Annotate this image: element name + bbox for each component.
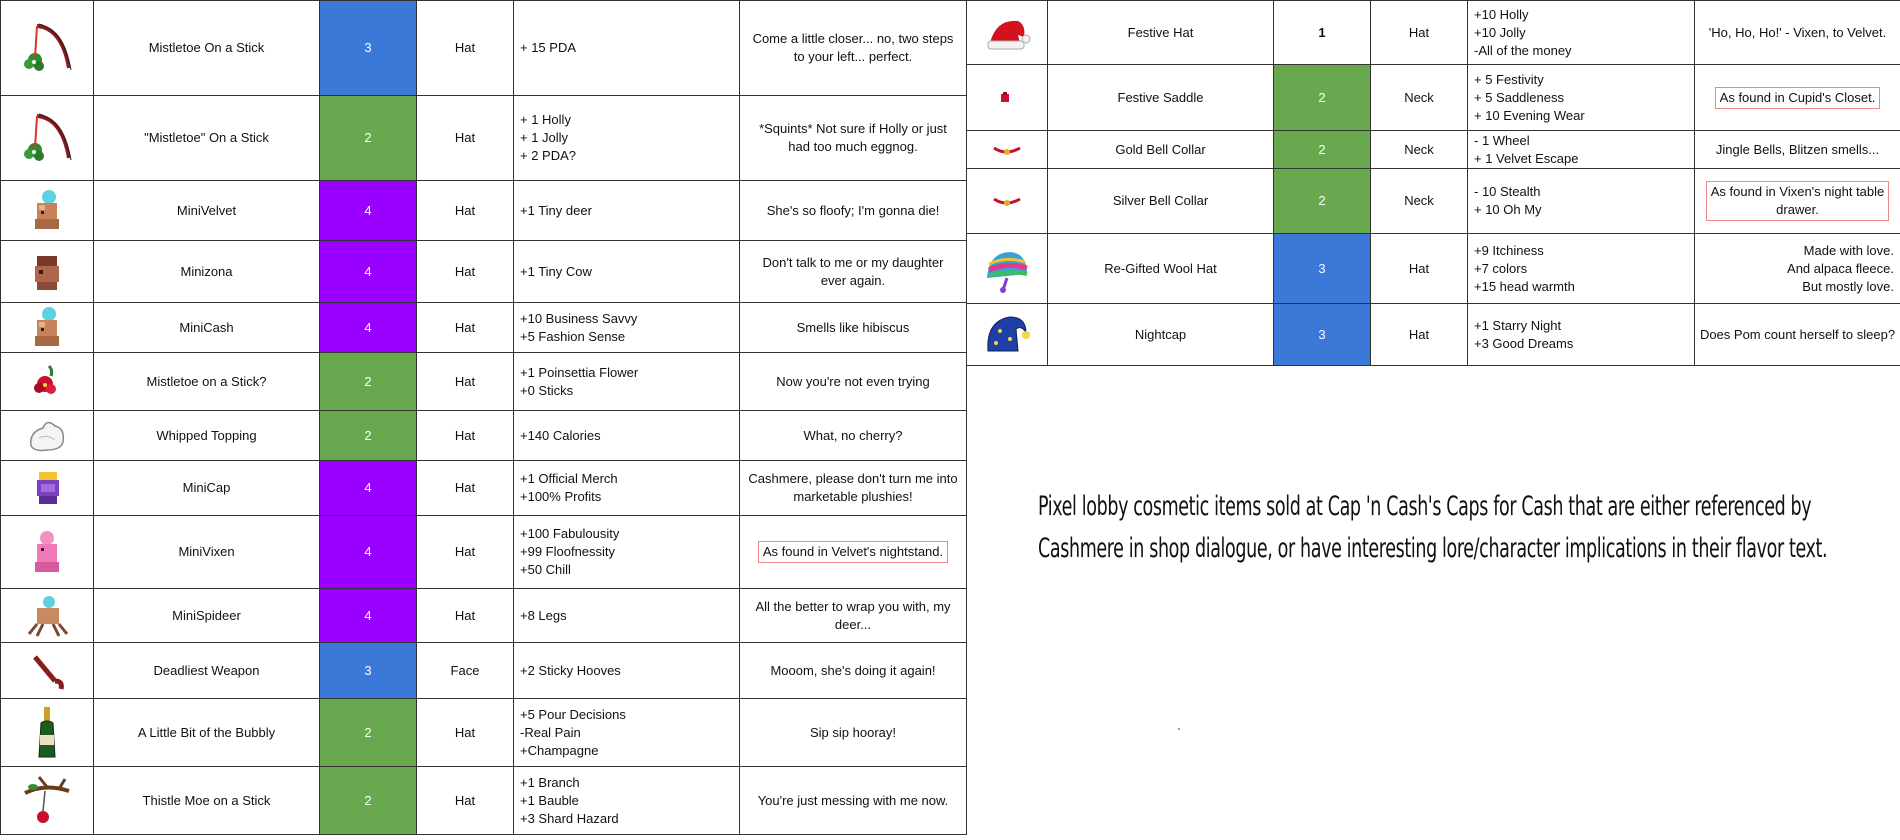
table-row xyxy=(1,699,967,767)
item-name: MiniVelvet xyxy=(94,181,320,241)
item-icon-cell xyxy=(1,643,94,699)
item-rarity: 3 xyxy=(1274,234,1371,304)
item-icon-cell xyxy=(967,304,1048,366)
item-flavor-cell xyxy=(740,589,967,643)
item-stats: +1 Tiny Cow xyxy=(514,241,740,303)
item-flavor-cell xyxy=(740,643,967,699)
item-icon-cell xyxy=(967,131,1048,169)
item-name: Festive Saddle xyxy=(1048,65,1274,131)
table-row xyxy=(967,234,1900,304)
item-slot: Hat xyxy=(417,699,514,767)
item-flavor-text: Now you're not even trying xyxy=(776,373,930,389)
mini-deer-icon xyxy=(27,202,67,217)
item-rarity: 4 xyxy=(320,241,417,303)
mini-cap-icon xyxy=(29,479,65,494)
saddle-icon xyxy=(995,89,1019,104)
table-row xyxy=(1,767,967,835)
item-slot: Hat xyxy=(417,1,514,96)
item-name: MiniCap xyxy=(94,461,320,516)
wool-hat-icon xyxy=(981,260,1033,275)
caption-text: Pixel lobby cosmetic items sold at Cap 'n Cash's Caps for Cash that are either referenced by Cashmere in shop dialogue, or have interesting lore/character implications in their flavor text. xyxy=(1038,491,1828,564)
table-row xyxy=(1,303,967,353)
bell-collar-icon xyxy=(990,141,1024,156)
item-flavor-text: All the better to wrap you with, my deer... xyxy=(755,598,951,632)
item-flavor-cell xyxy=(740,241,967,303)
item-rarity: 3 xyxy=(320,643,417,699)
item-flavor-text: As found in Velvet's nightstand. xyxy=(758,541,948,563)
item-stats: +2 Sticky Hooves xyxy=(514,643,740,699)
item-icon-cell xyxy=(1,181,94,241)
item-icon-cell xyxy=(1,241,94,303)
item-icon-cell xyxy=(1,303,94,353)
item-name: MiniCash xyxy=(94,303,320,353)
item-flavor-cell xyxy=(1695,1,1900,65)
mini-spider-icon xyxy=(25,607,69,622)
table-row xyxy=(967,131,1900,169)
item-stats: +1 Official Merch +100% Profits xyxy=(514,461,740,516)
item-icon-cell xyxy=(1,461,94,516)
item-flavor-cell xyxy=(740,181,967,241)
item-stats: - 1 Wheel + 1 Velvet Escape xyxy=(1468,131,1695,169)
mistletoe-stick-icon xyxy=(17,129,77,144)
item-rarity: 2 xyxy=(320,411,417,461)
mini-cow-icon xyxy=(27,263,67,278)
item-rarity: 4 xyxy=(320,516,417,589)
table-row xyxy=(967,304,1900,366)
table-row xyxy=(1,241,967,303)
table-row xyxy=(1,516,967,589)
item-slot: Neck xyxy=(1371,131,1468,169)
item-icon-cell xyxy=(1,411,94,461)
item-slot: Hat xyxy=(417,411,514,461)
candy-weapon-icon xyxy=(27,662,67,677)
item-flavor-text: 'Ho, Ho, Ho!' - Vixen, to Velvet. xyxy=(1708,24,1887,40)
item-icon-cell xyxy=(1,589,94,643)
poinsettia-icon xyxy=(27,373,67,388)
item-stats: +1 Branch +1 Bauble +3 Shard Hazard xyxy=(514,767,740,835)
item-flavor-cell xyxy=(1695,304,1900,366)
item-rarity: 3 xyxy=(1274,304,1371,366)
item-flavor-text: Sip sip hooray! xyxy=(810,724,896,740)
item-stats: +10 Business Savvy +5 Fashion Sense xyxy=(514,303,740,353)
table-row xyxy=(1,353,967,411)
item-slot: Hat xyxy=(417,461,514,516)
item-flavor-cell xyxy=(740,461,967,516)
item-flavor-cell xyxy=(740,303,967,353)
item-name: "Mistletoe" On a Stick xyxy=(94,96,320,181)
item-rarity: 4 xyxy=(320,181,417,241)
item-stats: +100 Fabulousity +99 Floofnessity +50 Chill xyxy=(514,516,740,589)
item-flavor-text: Does Pom count herself to sleep? xyxy=(1699,326,1896,342)
item-name: Nightcap xyxy=(1048,304,1274,366)
table-row xyxy=(1,181,967,241)
item-slot: Hat xyxy=(417,303,514,353)
item-rarity: 2 xyxy=(1274,131,1371,169)
item-rarity: 2 xyxy=(320,767,417,835)
whipped-topping-icon xyxy=(25,427,69,442)
item-rarity: 1 xyxy=(1274,1,1371,65)
table-row xyxy=(1,1,967,96)
item-stats: +9 Itchiness +7 colors +15 head warmth xyxy=(1468,234,1695,304)
table-row xyxy=(1,96,967,181)
champagne-bottle-icon xyxy=(33,724,61,739)
item-stats: +1 Tiny deer xyxy=(514,181,740,241)
thistle-branch-icon xyxy=(19,792,75,807)
item-rarity: 4 xyxy=(320,303,417,353)
nightcap-icon xyxy=(982,326,1032,341)
item-slot: Hat xyxy=(417,96,514,181)
item-name: Silver Bell Collar xyxy=(1048,169,1274,234)
item-flavor-text: Mooom, she's doing it again! xyxy=(770,662,936,678)
item-stats: - 10 Stealth + 10 Oh My xyxy=(1468,169,1695,234)
table-row xyxy=(1,589,967,643)
table-row xyxy=(1,461,967,516)
item-rarity: 3 xyxy=(320,1,417,96)
item-stats: +8 Legs xyxy=(514,589,740,643)
table-row xyxy=(967,65,1900,131)
bell-collar-icon xyxy=(990,192,1024,207)
item-stats: +10 Holly +10 Jolly -All of the money xyxy=(1468,1,1695,65)
item-slot: Hat xyxy=(417,181,514,241)
item-flavor-text: Come a little closer... no, two steps to your left... perfect. xyxy=(752,31,954,64)
item-flavor-cell xyxy=(740,96,967,181)
item-name: Mistletoe on a Stick? xyxy=(94,353,320,411)
item-icon-cell xyxy=(967,169,1048,234)
item-flavor-cell xyxy=(1695,234,1900,304)
table-row xyxy=(967,1,1900,65)
item-rarity: 4 xyxy=(320,461,417,516)
item-slot: Hat xyxy=(417,241,514,303)
table-row xyxy=(1,411,967,461)
item-icon-cell xyxy=(1,96,94,181)
right-items-table xyxy=(966,0,1900,366)
item-icon-cell xyxy=(1,353,94,411)
item-slot: Neck xyxy=(1371,65,1468,131)
item-flavor-text: Jingle Bells, Blitzen smells... xyxy=(1715,141,1880,157)
item-name: Re-Gifted Wool Hat xyxy=(1048,234,1274,304)
item-flavor-cell xyxy=(740,353,967,411)
item-flavor-cell xyxy=(740,767,967,835)
item-slot: Hat xyxy=(417,767,514,835)
table-row xyxy=(1,643,967,699)
item-flavor-text: You're just messing with me now. xyxy=(757,792,949,808)
item-slot: Hat xyxy=(417,589,514,643)
item-slot: Hat xyxy=(1371,234,1468,304)
item-flavor-text: Cashmere, please don't turn me into marketable plushies! xyxy=(748,471,958,504)
item-icon-cell xyxy=(967,234,1048,304)
item-flavor-text: As found in Vixen's night table drawer. xyxy=(1706,181,1890,221)
item-flavor-cell xyxy=(740,699,967,767)
item-rarity: 2 xyxy=(320,699,417,767)
item-icon-cell xyxy=(967,1,1048,65)
item-stats: + 1 Holly + 1 Jolly + 2 PDA? xyxy=(514,96,740,181)
item-name: Minizona xyxy=(94,241,320,303)
item-rarity: 2 xyxy=(1274,65,1371,131)
item-flavor-text: Don't talk to me or my daughter ever again. xyxy=(762,254,944,288)
item-flavor-text: She's so floofy; I'm gonna die! xyxy=(766,202,940,218)
item-name: Deadliest Weapon xyxy=(94,643,320,699)
santa-hat-icon xyxy=(982,24,1032,39)
item-icon-cell xyxy=(1,699,94,767)
item-name: Thistle Moe on a Stick xyxy=(94,767,320,835)
item-rarity: 2 xyxy=(320,353,417,411)
item-name: Mistletoe On a Stick xyxy=(94,1,320,96)
item-flavor-text: As found in Cupid's Closet. xyxy=(1715,87,1881,109)
item-flavor-cell xyxy=(1695,131,1900,169)
table-row xyxy=(967,169,1900,234)
item-stats: + 5 Festivity + 5 Saddleness + 10 Evening Wear xyxy=(1468,65,1695,131)
item-slot: Hat xyxy=(1371,304,1468,366)
item-name: Whipped Topping xyxy=(94,411,320,461)
item-stats: +5 Pour Decisions -Real Pain +Champagne xyxy=(514,699,740,767)
item-slot: Face xyxy=(417,643,514,699)
item-flavor-cell xyxy=(740,516,967,589)
item-rarity: 2 xyxy=(320,96,417,181)
item-name: MiniSpideer xyxy=(94,589,320,643)
item-rarity: 4 xyxy=(320,589,417,643)
item-flavor-text: What, no cherry? xyxy=(803,427,903,443)
item-flavor-text: Smells like hibiscus xyxy=(796,319,910,335)
item-slot: Hat xyxy=(417,516,514,589)
stray-mark: ` xyxy=(1177,726,1181,740)
item-icon-cell xyxy=(1,767,94,835)
item-flavor-text: *Squints* Not sure if Holly or just had too much eggnog. xyxy=(759,121,947,154)
item-flavor-cell xyxy=(1695,65,1900,131)
item-stats: +140 Calories xyxy=(514,411,740,461)
item-flavor-cell xyxy=(740,1,967,96)
mistletoe-stick-icon xyxy=(17,39,77,54)
item-flavor-cell xyxy=(740,411,967,461)
item-name: MiniVixen xyxy=(94,516,320,589)
item-stats: +1 Poinsettia Flower +0 Sticks xyxy=(514,353,740,411)
item-stats: +1 Starry Night +3 Good Dreams xyxy=(1468,304,1695,366)
item-name: Gold Bell Collar xyxy=(1048,131,1274,169)
item-rarity: 2 xyxy=(1274,169,1371,234)
item-icon-cell xyxy=(1,1,94,96)
item-icon-cell xyxy=(1,516,94,589)
item-flavor-cell xyxy=(1695,169,1900,234)
item-name: A Little Bit of the Bubbly xyxy=(94,699,320,767)
item-stats: + 15 PDA xyxy=(514,1,740,96)
mini-vixen-icon xyxy=(27,543,67,558)
mini-deer-icon xyxy=(27,319,67,334)
item-slot: Neck xyxy=(1371,169,1468,234)
item-name: Festive Hat xyxy=(1048,1,1274,65)
item-slot: Hat xyxy=(1371,1,1468,65)
item-flavor-text: Made with love. And alpaca fleece. But mostly love. xyxy=(1787,242,1894,294)
item-icon-cell xyxy=(967,65,1048,131)
item-slot: Hat xyxy=(417,353,514,411)
